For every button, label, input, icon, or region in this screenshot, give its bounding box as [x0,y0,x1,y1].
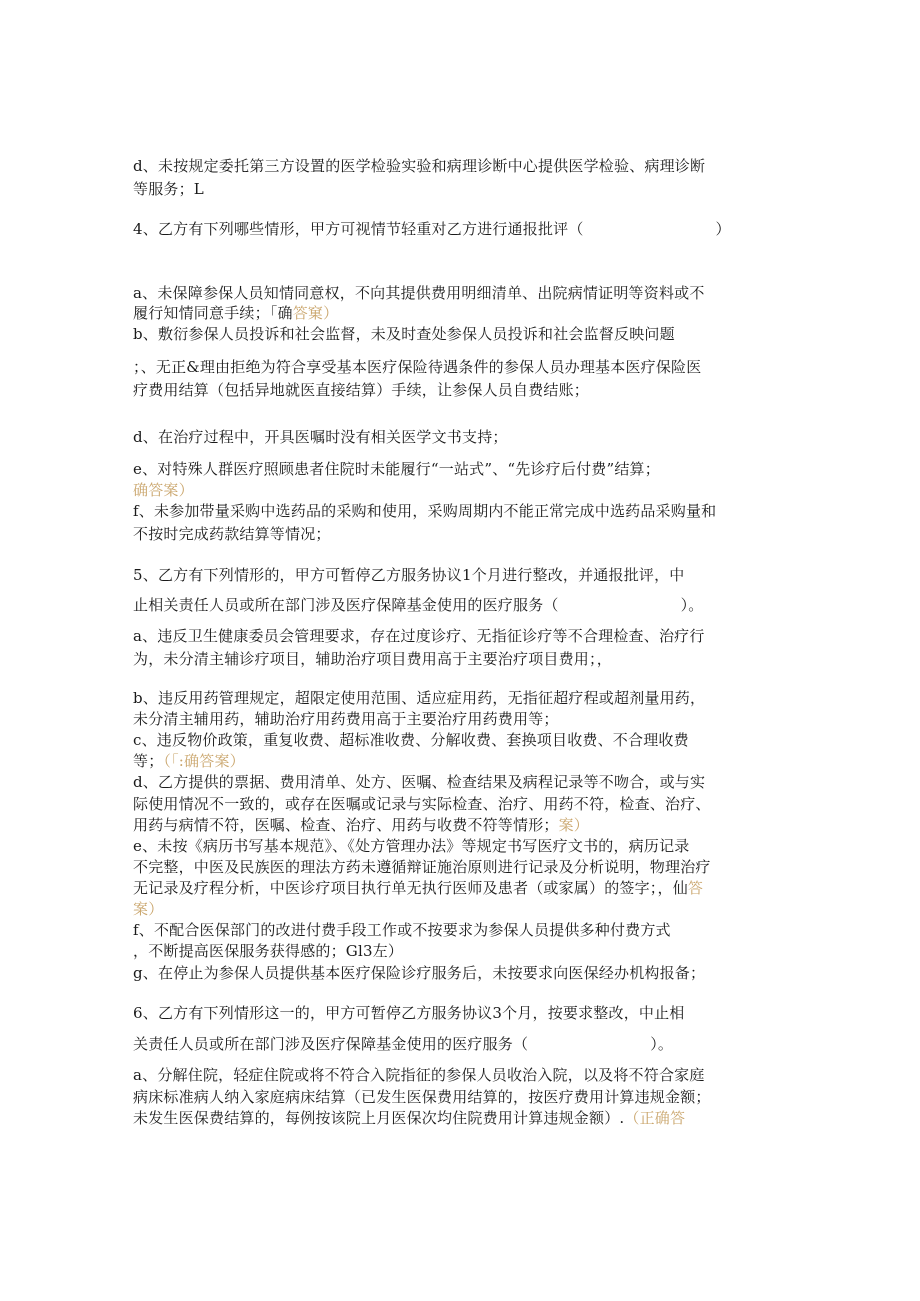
text-line: c、违反物价政策，重复收费、超标准收费、分解收费、套换项目收费、不合理收费 [133,731,689,749]
text-line: 疗费用结算（包括异地就医直接结算）手续，让参保人员自费结账； [133,381,590,399]
answer-mark: （「:确答案） [163,752,245,770]
text-line: 病床标准病人纳入家庭病床结算（已发生医保费用结算的，按医疗费用计算违规金额； [133,1088,711,1106]
text-line: 未分清主辅用药，辅助治疗用药费用高于主要治疗用药费用等； [133,710,559,728]
answer-mark: 案） [133,900,164,918]
text-line: 无记录及疗程分析，中医诊疗项目执行单无执行医师及患者（或家属）的签字；，仙答 [133,879,704,897]
text-line: a、分解住院，轻症住院或将不符合入院指征的参保人员收治入院，以及将不符合家庭 [133,1066,705,1084]
question-4-title: 4、乙方有下列哪些情形，甲方可视情节轻重对乙方进行通报批评（ ） [133,220,731,238]
question-5-title: 止相关责任人员或所在部门涉及医疗保障基金使用的医疗服务（ ）。 [133,596,704,614]
text-line: e、对特殊人群医疗照顾患者住院时未能履行“一站式”、“先诊疗后付费”结算； [133,460,660,478]
text-line: ；、无正&理由拒绝为符合享受基本医疗保险待遇条件的参保人员办理基本医疗保险医 [133,358,702,376]
text-line: 为，未分清主辅诊疗项目，辅助治疗项目费用高于主要治疗项目费用；， [133,650,612,668]
text-line: b、敷衍参保人员投诉和社会监督，未及时查处参保人员投诉和社会监督反映问题 [133,325,675,343]
text-line: 不完整，中医及民族医的理法方药未遵循辩证施治原则进行记录及分析说明，物理治疗 [133,858,711,876]
text-line: d、未按规定委托第三方设置的医学检验实验和病理诊断中心提供医学检验、病理诊断 [133,157,706,175]
text-line: f、不配合医保部门的改进付费手段工作或不按要求为参保人员提供多种付费方式 [133,921,671,939]
text-line: b、违反用药管理规定，超限定使用范围、适应症用药，无指征超疗程或超剂量用药， [133,689,706,707]
text-line: 等；（「:确答案） [133,752,245,770]
text-line: 际使用情况不一致的，或存在医嘱或记录与实际检查、治疗、用药不符，检查、治疗、 [133,795,711,813]
answer-mark: 确答案） [133,481,194,499]
text-line: 不按时完成药款结算等情况； [133,525,331,543]
answer-mark: 答 [687,879,704,897]
text-line [133,900,163,919]
text-line: f、未参加带量采购中选药品的采购和使用，采购周期内不能正常完成中选药品采购量和 [133,502,717,520]
text-line: 等服务；L [133,180,204,198]
text-line: a、未保障参保人员知情同意权，不向其提供费用明细清单、出院病情证明等资料或不 [133,284,705,302]
text-line: e、未按《病历书写基本规范》、《处方管理办法》等规定书写医疗文书的，病历记录 [133,837,690,855]
text-line [133,481,194,500]
text-line: g、在停止为参保人员提供基本医疗保险诊疗服务后，未按要求向医保经办机构报备； [133,964,706,982]
text-line: ，不断提高医保服务获得感的；Gl3左） [133,942,404,960]
text-line: a、违反卫生健康委员会管理要求，存在过度诊疗、无指征诊疗等不合理检查、治疗行 [133,627,705,645]
text-line: 用药与病情不符，医嘱、检查、治疗、用药与收费不符等情形；案） [133,816,590,834]
question-6-title: 关责任人员或所在部门涉及医疗保障基金使用的医疗服务（ ）。 [133,1035,674,1053]
question-5-title: 5、乙方有下列情形的，甲方可暂停乙方服务协议1个月进行整改，并通报批评，中 [133,566,685,584]
text-line: 履行知情同意手续；「确答窠） [133,304,339,322]
text-line: 未发生医保费结算的，每例按该院上月医保次均住院费用计算违规金额）.（正确答 [133,1109,686,1127]
text-line: d、乙方提供的票据、费用清单、处方、医嘱、检查结果及病程记录等不吻合，或与实 [133,773,706,791]
answer-mark: （正确答 [624,1109,686,1127]
answer-mark: 案） [558,816,590,834]
text-line: d、在治疗过程中，开具医嘱时没有相关医学文书支持； [133,428,508,446]
answer-mark: 答窠） [292,304,339,322]
question-6-title: 6、乙方有下列情形这一的，甲方可暂停乙方服务协议3个月，按要求整改，中止相 [133,1004,685,1022]
